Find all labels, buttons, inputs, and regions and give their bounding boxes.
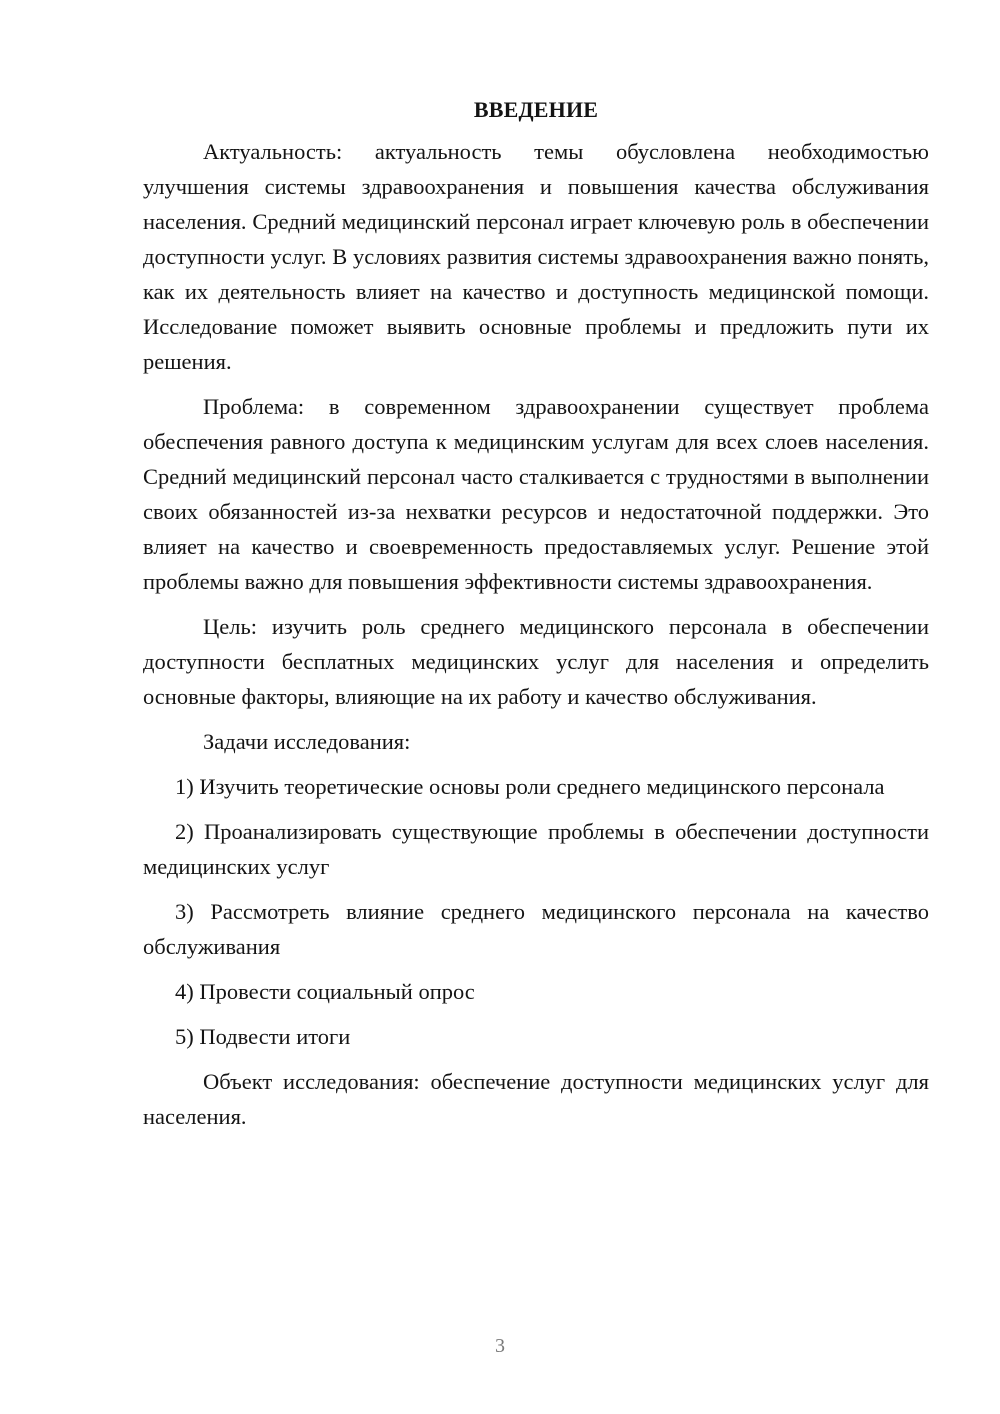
document-page — [143, 95, 929, 1144]
object-paragraph: Объект исследования: обеспечение доступности медицинских услуг для населения. — [143, 1069, 929, 1129]
task-item: 1) Изучить теоретические основы роли среднего медицинского персонала — [175, 774, 885, 799]
tasks-heading: Задачи исследования: — [203, 729, 411, 754]
task-item: 2) Проанализировать существующие проблемы в обеспечении доступности медицинских услуг — [143, 819, 929, 879]
problem-paragraph: Проблема: в современном здравоохранении существует проблема обеспечения равного доступа к медицинским услугам для всех слоев населения. Средний медицинский персонал часто сталкивается с трудностями в выполнении своих обязанностей из-за нехватки ресурсов и недостаточной поддержки. Это влияет на качество и своевременность предоставляемых услуг. Решение этой проблемы важно для повышения эффективности системы здравоохранения. — [143, 394, 929, 594]
relevance-paragraph: Актуальность: актуальность темы обусловлена необходимостью улучшения системы здравоохранения и повышения качества обслуживания населения. Средний медицинский персонал играет ключевую роль в обеспечении доступности услуг. В условиях развития системы здравоохранения важно понять, как их деятельность влияет на качество и доступность медицинской помощи. Исследование поможет выявить основные проблемы и предложить пути их решения. — [143, 139, 929, 374]
section-title: ВВЕДЕНИЕ — [473, 97, 599, 122]
page-number: 3 — [495, 1335, 505, 1357]
tasks-list — [143, 769, 929, 1054]
task-item: 3) Рассмотреть влияние среднего медицинского персонала на качество обслуживания — [143, 899, 929, 959]
goal-paragraph: Цель: изучить роль среднего медицинского персонала в обеспечении доступности бесплатных медицинских услуг для населения и определить основные факторы, влияющие на их работу и качество обслуживания. — [143, 614, 929, 709]
task-item: 4) Провести социальный опрос — [175, 979, 475, 1004]
task-item: 5) Подвести итоги — [175, 1024, 351, 1049]
